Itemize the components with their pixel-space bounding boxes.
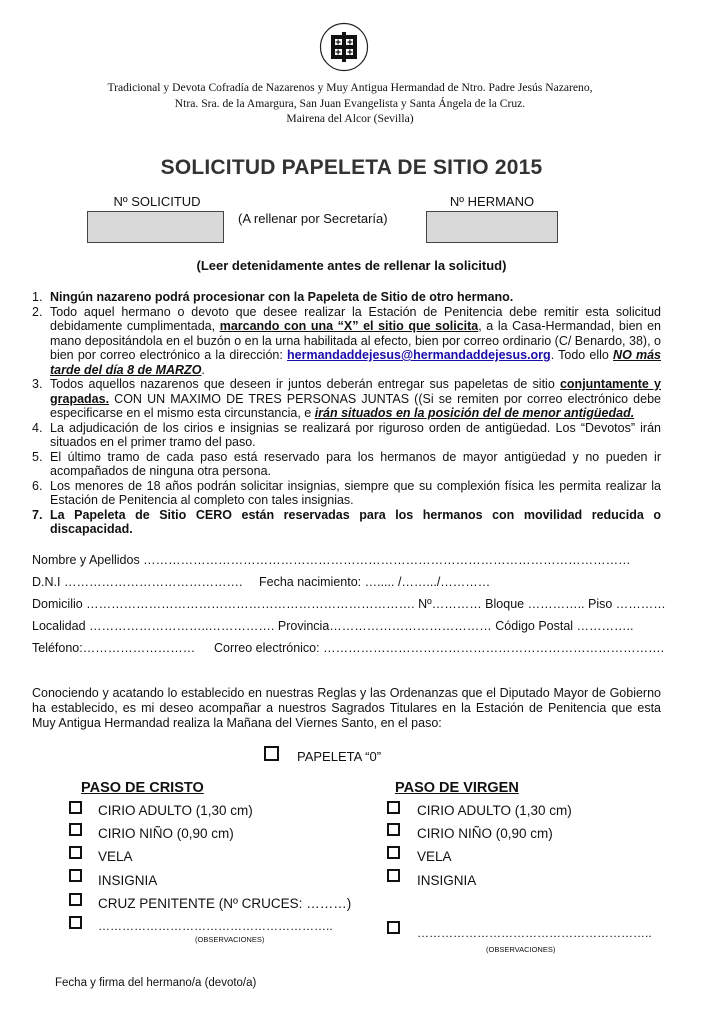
cristo-option-checkbox[interactable] xyxy=(69,893,82,906)
rule-text: . xyxy=(201,362,205,377)
solicitud-number-label: Nº SOLICITUD xyxy=(113,194,201,209)
cristo-option-label: VELA xyxy=(98,849,133,864)
rule-text: Los menores de 18 años podrán solicitar insignias, siempre que su complexión física les permita realizar la Estación de Penitencia al completo con tales insignias. xyxy=(50,478,661,507)
header-line-3: Mairena del Alcor (Sevilla) xyxy=(286,112,414,125)
cristo-option-label: CRUZ PENITENTE (Nº CRUCES: ………) xyxy=(98,896,352,911)
correo-field[interactable]: Correo electrónico: ………………………………………………………………………. xyxy=(214,641,665,655)
rule-item xyxy=(32,421,661,450)
telefono-field[interactable]: Teléfono:……………………… xyxy=(32,641,196,655)
rule-text: Ningún nazareno podrá procesionar con la Papeleta de Sitio de otro hermano. xyxy=(50,290,514,304)
dni-field[interactable]: D.N.I ……………………………………. xyxy=(32,575,243,589)
rule-text: Todo aquel hermano o devoto que desee realizar la Estación de Penitencia debe remitir esta solicitud debidamente cumplimentada, xyxy=(50,304,661,333)
deadline-text: NO más tarde del día 8 de MARZO xyxy=(50,348,661,377)
rule-number: 6. xyxy=(32,478,43,493)
rule-text: CON UN MAXIMO DE TRES PERSONAS JUNTAS ((Si se remiten por correo electrónico debe especificarse en el mismo esta circunstancia, e xyxy=(50,391,661,420)
virgen-option-checkbox[interactable] xyxy=(387,823,400,836)
rule-text: El último tramo de cada paso está reservado para los hermanos de mayor antigüedad y no pueden ir acompañados de ninguna otra persona. xyxy=(50,449,661,478)
cristo-option-checkbox[interactable] xyxy=(69,801,82,814)
papeleta-cero-checkbox[interactable] xyxy=(264,746,279,761)
brotherhood-seal-logo xyxy=(319,22,369,72)
rule-text: Todos aquellos nazarenos que deseen ir juntos deberán entregar sus papeletas de sitio xyxy=(50,377,560,391)
virgen-option-label: INSIGNIA xyxy=(417,873,477,888)
virgen-option-label: CIRIO NIÑO (0,90 cm) xyxy=(417,826,553,841)
cristo-option-label: INSIGNIA xyxy=(98,873,158,888)
virgen-option-checkbox[interactable] xyxy=(387,869,400,882)
virgen-option-checkbox[interactable] xyxy=(387,801,400,814)
cristo-option-checkbox[interactable] xyxy=(69,823,82,836)
rule-text: La Papeleta de Sitio CERO están reservadas para los hermanos con movilidad reducida o discapacidad. xyxy=(50,507,661,536)
rule-text: , a la Casa-Hermandad, bien en mano depositándola en el buzón o en la urna habilitada al efecto, bien por correo ordinario (C/ Benardo, 38), o bien por correo electrónico a la dirección: xyxy=(50,319,661,362)
rule-number: 5. xyxy=(32,449,43,464)
solicitud-number-field[interactable] xyxy=(87,211,224,243)
rule-emphasis: irán situados en la posición del de menor antigüedad. xyxy=(314,406,635,420)
cristo-option-checkbox[interactable] xyxy=(69,869,82,882)
virgen-option-checkbox[interactable] xyxy=(387,846,400,859)
cristo-option-label: CIRIO NIÑO (0,90 cm) xyxy=(98,826,234,841)
jerusalem-cross-icon xyxy=(319,22,369,72)
rule-item xyxy=(32,479,661,508)
rule-item xyxy=(32,290,661,305)
header-line-1: Tradicional y Devota Cofradía de Nazarenos y Muy Antigua Hermandad de Ntro. Padre Jesús Nazareno, xyxy=(107,81,593,94)
papeleta-cero-label: PAPELETA “0” xyxy=(297,749,382,764)
signature-label: Fecha y firma del hermano/a (devoto/a) xyxy=(55,977,257,989)
localidad-field[interactable]: Localidad ………………………..……………. Provincia………………………………… Código Postal ………….. xyxy=(32,619,634,633)
virgen-observaciones-caption: (OBSERVACIONES) xyxy=(486,945,556,954)
rules-list xyxy=(32,290,661,537)
paso-virgen-title: PASO DE VIRGEN xyxy=(395,780,519,796)
header-line-2: Ntra. Sra. de la Amargura, San Juan Evangelista y Santa Ángela de la Cruz. xyxy=(174,96,526,110)
rule-item xyxy=(32,450,661,479)
cristo-other-checkbox[interactable] xyxy=(69,916,82,929)
rule-number: 4. xyxy=(32,420,43,435)
brotherhood-header xyxy=(40,80,660,127)
hermano-number-field[interactable] xyxy=(426,211,558,243)
rule-number: 2. xyxy=(32,304,43,319)
rule-item xyxy=(32,305,661,378)
rule-number: 7. xyxy=(32,507,43,522)
email-link[interactable]: hermandaddejesus@hermandaddejesus.org xyxy=(287,348,551,362)
rule-item xyxy=(32,508,661,537)
domicilio-field[interactable]: Domicilio ……………………………………………………………………. Nº………… Bloque ………….. Piso ………… xyxy=(32,597,666,611)
cristo-observaciones-caption: (OBSERVACIONES) xyxy=(195,935,265,944)
read-carefully-notice: (Leer detenidamente antes de rellenar la solicitud) xyxy=(196,258,507,273)
virgen-observaciones-field[interactable]: ………………………………………………….. xyxy=(417,926,652,940)
rule-emphasis: marcando con una “X” el sitio que solicita xyxy=(219,319,479,333)
rule-number: 3. xyxy=(32,377,43,391)
nombre-field[interactable]: Nombre y Apellidos ……………………………………………………………………………………………………… xyxy=(32,553,631,567)
page-title: SOLICITUD PAPELETA DE SITIO 2015 xyxy=(160,156,543,179)
cristo-observaciones-field[interactable]: ………………………………………………….. xyxy=(98,919,333,933)
rule-text: La adjudicación de los cirios e insignias se realizará por riguroso orden de antigüedad. Los “Devotos” irán situados en el primer tramo del paso. xyxy=(50,420,661,449)
virgen-option-label: VELA xyxy=(417,849,452,864)
declaration-text: Conociendo y acatando lo establecido en nuestras Reglas y las Ordenanzas que el Diputado Mayor de Gobierno ha establecido, es mi deseo acompañar a nuestros Sagrados Titulares en la Estación de Penitencia que esta Muy Antigua Hermandad realiza la Mañana del Viernes Santo, en el paso: xyxy=(32,686,661,730)
rule-emphasis: conjuntamente y grapadas. xyxy=(50,377,661,406)
rule-item xyxy=(32,377,661,421)
paso-cristo-title: PASO DE CRISTO xyxy=(81,780,204,796)
secretaria-note: (A rellenar por Secretaría) xyxy=(238,211,388,226)
virgen-option-label: CIRIO ADULTO (1,30 cm) xyxy=(417,803,572,818)
cristo-option-checkbox[interactable] xyxy=(69,846,82,859)
virgen-other-checkbox[interactable] xyxy=(387,921,400,934)
rule-text: . Todo ello xyxy=(550,348,614,362)
fecha-nacimiento-field[interactable]: Fecha nacimiento: …..... /…….../………… xyxy=(259,575,491,589)
cristo-option-label: CIRIO ADULTO (1,30 cm) xyxy=(98,803,253,818)
hermano-number-label: Nº HERMANO xyxy=(449,194,535,209)
rule-number: 1. xyxy=(32,290,43,304)
